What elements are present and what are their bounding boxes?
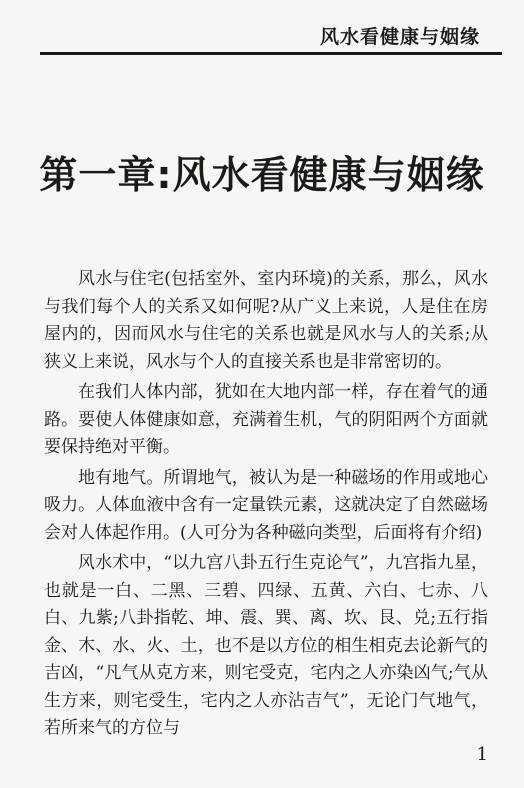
chapter-title: 第一章:风水看健康与姻缘 xyxy=(39,153,485,197)
header-rule xyxy=(40,52,502,55)
running-title: 风水看健康与姻缘 xyxy=(319,26,480,48)
running-header xyxy=(40,18,502,58)
paragraph: 在我们人体内部，犹如在大地内部一样，存在着气的通路。要使人体健康如意，充满着生机，气的阴阳两个方面就要保持绝对平衡。 xyxy=(44,382,488,457)
paragraph: 风水术中，“以九宫八卦五行生克论气”，九宫指九星，也就是一白、二黑、三碧、四绿、五黄、六白、七赤、八白、九紫;八卦指乾、坤、震、巽、离、坎、艮、兑;五行指金、木、水、火、土，也不是以方位的相生相克去论新气的吉凶，“凡气从克方来，则宅受克，宅内之人亦染凶气;气从生方来，则宅受生，宅内之人亦沾吉气”，无论门气地气，若所来气的方位与 xyxy=(44,553,488,738)
paragraph: 地有地气。所谓地气，被认为是一种磁场的作用或地心吸力。人体血液中含有一定量铁元素，这就决定了自然磁场会对人体起作用。(人可分为各种磁向类型，后面将有介绍) xyxy=(44,467,488,543)
body-text xyxy=(44,266,488,746)
page-number: 1 xyxy=(476,744,488,765)
paragraph: 风水与住宅(包括室外、室内环境)的关系，那么，风水与我们每个人的关系又如何呢?从广义上来说，人是住在房屋内的，因而风水与住宅的关系也就是风水与人的关系;从狭义上来说，风水与个人的直接关系也是非常密切的。 xyxy=(44,269,488,372)
